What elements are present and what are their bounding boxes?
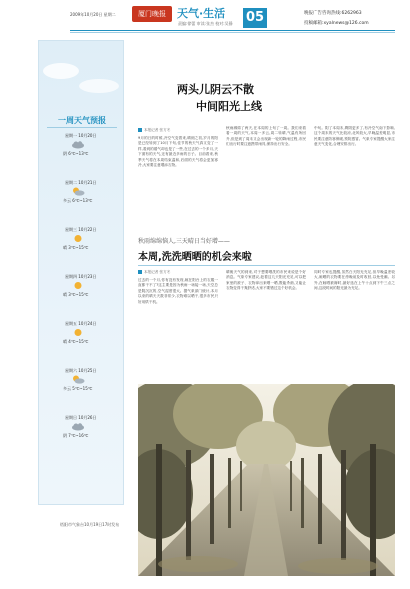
issue-date: 2009年10月20日 星期二 xyxy=(70,12,116,17)
forecast-temp: 多云 5℃~15℃ xyxy=(63,386,93,391)
forecast-date: 星期一 10月20日 xyxy=(65,133,97,138)
article2-divider xyxy=(138,265,395,266)
article1-headline-line2: 中间阳光上线 xyxy=(196,100,262,113)
article2-headline: 本周,洗洗晒晒的机会来啦 xyxy=(138,252,252,263)
article2-column3: 同时专家也提醒,虽然白天阳光充足,但早晚温差较大,晾晒的衣物要在傍晚前及时收回,以免受潮。另外,在晾晒被褥时,最好选在上午十点到下午三点之间,这段时间的阳光最为充足。 xyxy=(314,270,395,291)
forecast-source-caption: 缙阳市气象台10月19日17时发布 xyxy=(60,522,120,527)
autumn-avenue-photo xyxy=(138,384,395,576)
forecast-day xyxy=(43,321,121,355)
tree-lined-road-image xyxy=(138,384,395,576)
forecast-date: 星期二 10月21日 xyxy=(65,180,97,185)
sun-icon xyxy=(71,281,85,290)
header-divider-thin xyxy=(70,32,395,33)
article2-column1: 过去的一个月,你有没有发现,晾在阳台上的衣服一直都干不了?这主要是因为秋雨一场接一场,天空总是阴沉沉的,空气湿度很大。据气象部门统计,本月以来的晴天天数非常少,衣物难以晒干,很多市民只好用烘干机。 xyxy=(138,278,218,304)
forecast-day xyxy=(43,227,121,261)
forecast-day xyxy=(43,415,121,449)
article2-column2: 晴朗天气的到来,对于想要晒洗的市民来说是个好消息。气象专家建议,趁着这几天阳光充足,可以把家里的被子、衣物拿出来晒一晒,既能杀菌,又能让衣物变得干爽舒适,大家不要错过这个好机会。 xyxy=(226,270,306,291)
article1-headline-line1: 两头儿阴云不散 xyxy=(177,83,254,96)
cloud-sun-icon xyxy=(71,187,85,196)
byline-marker-icon xyxy=(138,128,142,132)
ad-hotline: 晚报广告咨询热线:6262963 xyxy=(304,11,362,16)
forecast-temp: 阴 7℃~16℃ xyxy=(63,433,89,438)
forecast-temp: 多云 6℃~13℃ xyxy=(63,198,93,203)
forecast-title-rule xyxy=(47,127,117,128)
forecast-temp: 晴 3℃~15℃ xyxy=(63,245,89,250)
forecast-date: 星期五 10月24日 xyxy=(65,321,97,326)
submission-email: 投稿邮箱:xyalnews@126.com xyxy=(304,21,369,26)
article2-kicker: 秋雨绵绵恼人,三天晴日当好增—— xyxy=(138,238,230,245)
article1-column3: 中旬。阴了本周末,剩阴更多了,有冷空气南下影响,这个周末的天气比较凉,北风较大,早晚温差明显,市民要注意防寒保暖,预防感冒。气象专家提醒大家注意天气变化,合理安排出行。 xyxy=(314,126,395,147)
sky-decoration xyxy=(39,41,125,111)
header-divider xyxy=(70,30,395,31)
page-number: 05 xyxy=(243,8,267,28)
article2-byline-text: 本报记者 张方冬 xyxy=(144,270,171,274)
article1-byline-text: 本报记者 张方冬 xyxy=(144,128,171,132)
section-editors: 责编:徐蕾 审读:张杰 校对:吴静 xyxy=(178,21,233,26)
forecast-title: 一周天气预报 xyxy=(58,116,106,125)
forecast-day xyxy=(43,180,121,214)
forecast-temp: 阴 6℃~13℃ xyxy=(63,151,89,156)
forecast-date: 星期日 10月26日 xyxy=(65,415,97,420)
article1-byline xyxy=(138,128,170,133)
cloud-sun-icon xyxy=(71,375,85,384)
byline-marker-icon xyxy=(138,270,142,274)
sun-icon xyxy=(71,234,85,243)
cloud-icon xyxy=(71,422,85,431)
forecast-temp: 晴 4℃~15℃ xyxy=(63,339,89,344)
forecast-date: 星期四 10月23日 xyxy=(65,274,97,279)
forecast-date: 星期六 10月25日 xyxy=(65,368,97,373)
forecast-date: 星期三 10月22日 xyxy=(65,227,97,232)
cloud-icon xyxy=(71,140,85,149)
section-title: 天气·生活 xyxy=(177,7,226,20)
forecast-day xyxy=(43,274,121,308)
newspaper-logo: 厦门晚报 xyxy=(132,6,172,22)
article1-column2: 秋雨淋绵了两天,在本周的上旬了一周。我们来看看一周的天气,本周一多云,周二转晴,气温有所回升,但是到了周末又会出现新一轮的降雨过程,市民们出行时要注意携带雨具,保持出行安全。 xyxy=(226,126,306,147)
article2-byline xyxy=(138,270,170,275)
forecast-day xyxy=(43,368,121,402)
article1-column1: 9月的日的时候,冷空气变着来,晴朗之初,岁月的阳是已经转到了10月下旬,佳节的秋天气真又变了一样,看到的缙气却也是了一些,在过去的一个多月,天下面有的天气,还有最近多雨的日子。目前看来,秋季天气将在本周结束温和,后面的天气将会更加寒冷,大家要注意增添衣物。 xyxy=(138,136,218,168)
forecast-temp: 晴 3℃~15℃ xyxy=(63,292,89,297)
sun-icon xyxy=(71,328,85,337)
weekly-forecast-panel xyxy=(38,40,124,505)
forecast-day xyxy=(43,133,121,167)
